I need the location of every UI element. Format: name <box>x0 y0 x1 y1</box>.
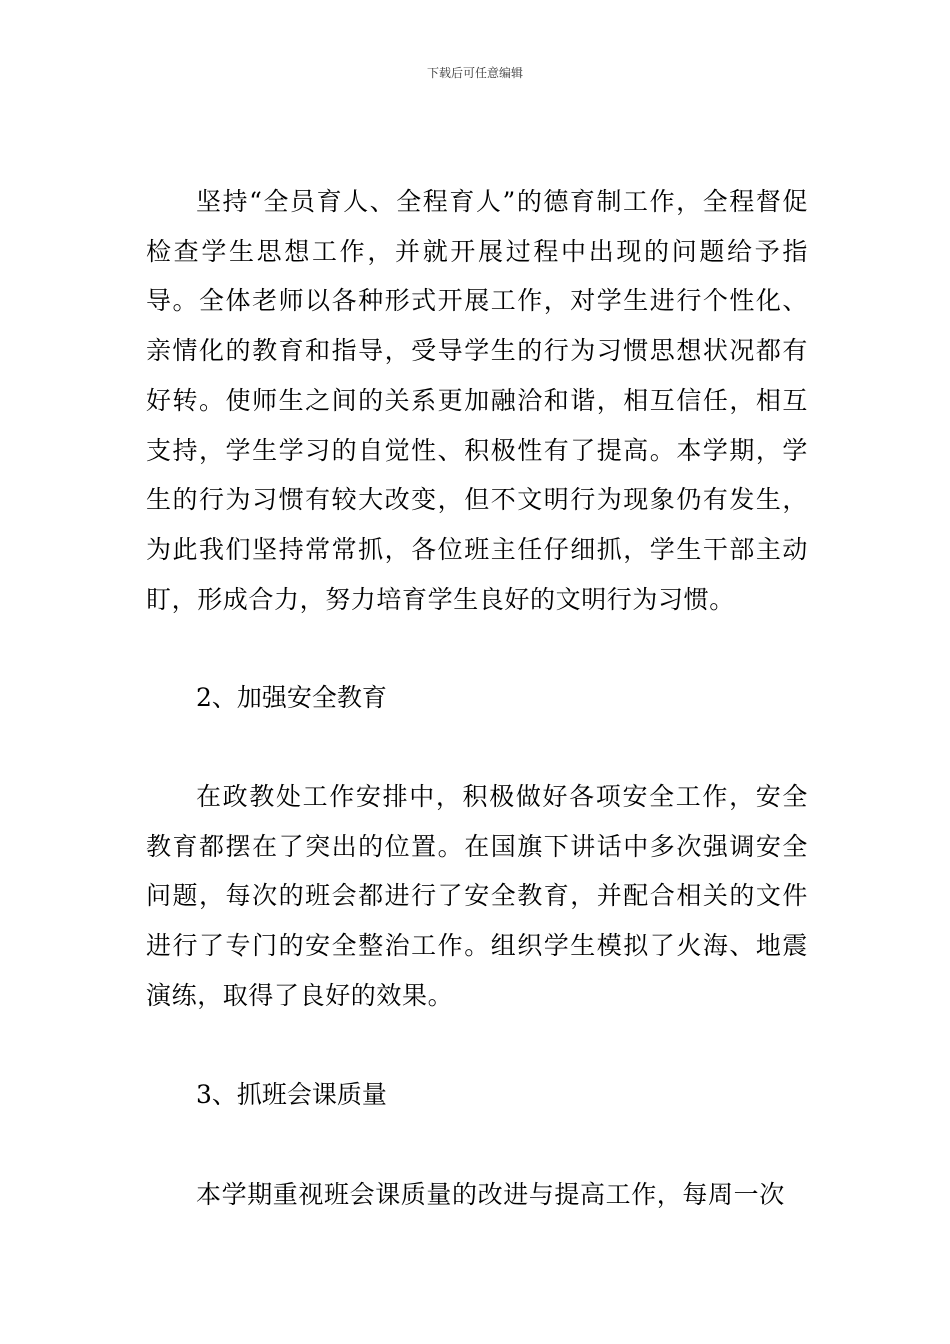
paragraph-safety-education: 在政教处工作安排中，积极做好各项安全工作，安全教育都摆在了突出的位置。在国旗下讲话中多次强调安全问题，每次的班会都进行了安全教育，并配合相关的文件进行了专门的安全整治工作。组织学生模拟了火海、地震演练，取得了良好的效果。 <box>146 782 808 1010</box>
section-heading-class-meeting-quality: 3、抓班会课质量 <box>196 1080 387 1109</box>
page-header-note: 下载后可任意编辑 <box>426 66 523 80</box>
paragraph-class-meeting-quality: 本学期重视班会课质量的改进与提高工作，每周一次 <box>196 1180 785 1209</box>
section-heading-safety-education: 2、加强安全教育 <box>196 683 387 712</box>
paragraph-moral-education: 坚持“全员育人、全程育人”的德育制工作，全程督促检查学生思想工作，并就开展过程中出现的问题给予指导。全体老师以各种形式开展工作，对学生进行个性化、亲情化的教育和指导，受导学生的行为习惯思想状况都有好转。使师生之间的关系更加融洽和谐，相互信任，相互支持，学生学习的自觉性、积极性有了提高。本学期，学生的行为习惯有较大改变，但不文明行为现象仍有发生，为此我们坚持常常抓，各位班主任仔细抓，学生干部主动盯，形成合力，努力培育学生良好的文明行为习惯。 <box>146 187 808 614</box>
